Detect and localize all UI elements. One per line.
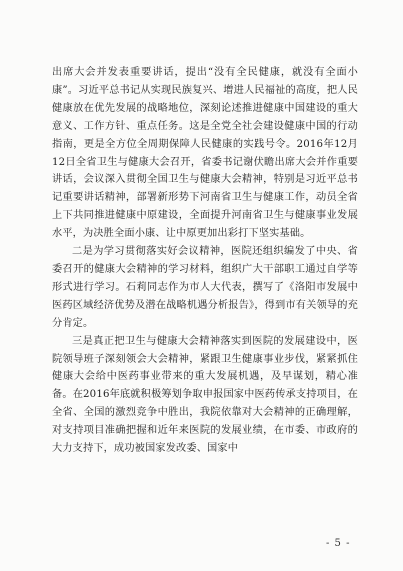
paragraph-1: 出席大会并发表重要讲话，提出“没有全民健康，就没有全面小康”。习近平总书记从实现民族复兴、增进人民福祉的高度，把人民健康放在优先发展的战略地位，深刻论述推进健康中国建设的重大意义、工作方针、重点任务。这是全党全社会建设健康中国的行动指南，更是全方位全周期保障人民健康的实践号令。2016年12月12日全省卫生与健康大会召开，省委书记谢伏瞻出席大会并作重要讲话，会议深入贯彻全国卫生与健康大会精神，特别是习近平总书记重要讲话精神，部署新形势下河南省卫生与健康工作，动员全省上下共同推进健康中原建设，全面提升河南省卫生与健康事业发展水平，为决胜全面小康、让中原更加出彩打下坚实基础。 (52, 67, 358, 240)
document-body (52, 64, 358, 458)
paragraph-2: 二是为学习贯彻落实好会议精神，医院还组织编发了中央、省委召开的健康大会精神的学习材料，组织广大干部职工通过自学等形式进行学习。石莉同志作为市人大代表，撰写了《洛阳市发展中医药区域经济优势及潜在战略机遇分析报告》，得到市有关领导的充分肯定。 (52, 246, 358, 329)
paragraph-3: 三是真正把卫生与健康大会精神落实到医院的发展建设中，医院领导班子深刻领会大会精神，紧跟卫生健康事业步伐，紧紧抓住健康大会给中医药事业带来的重大发展机遇，及早谋划，精心准备。在2016年底就积极筹划争取申报国家中医药传承支持项目，在全省、全国的激烈竞争中胜出，我院依靠对大会精神的正确理解，对支持项目准确把握和近年来医院的发展业绩，在市委、市政府的大力支持下，成功被国家发改委、国家中 (52, 335, 358, 455)
page-number: - 5 - (326, 538, 351, 549)
